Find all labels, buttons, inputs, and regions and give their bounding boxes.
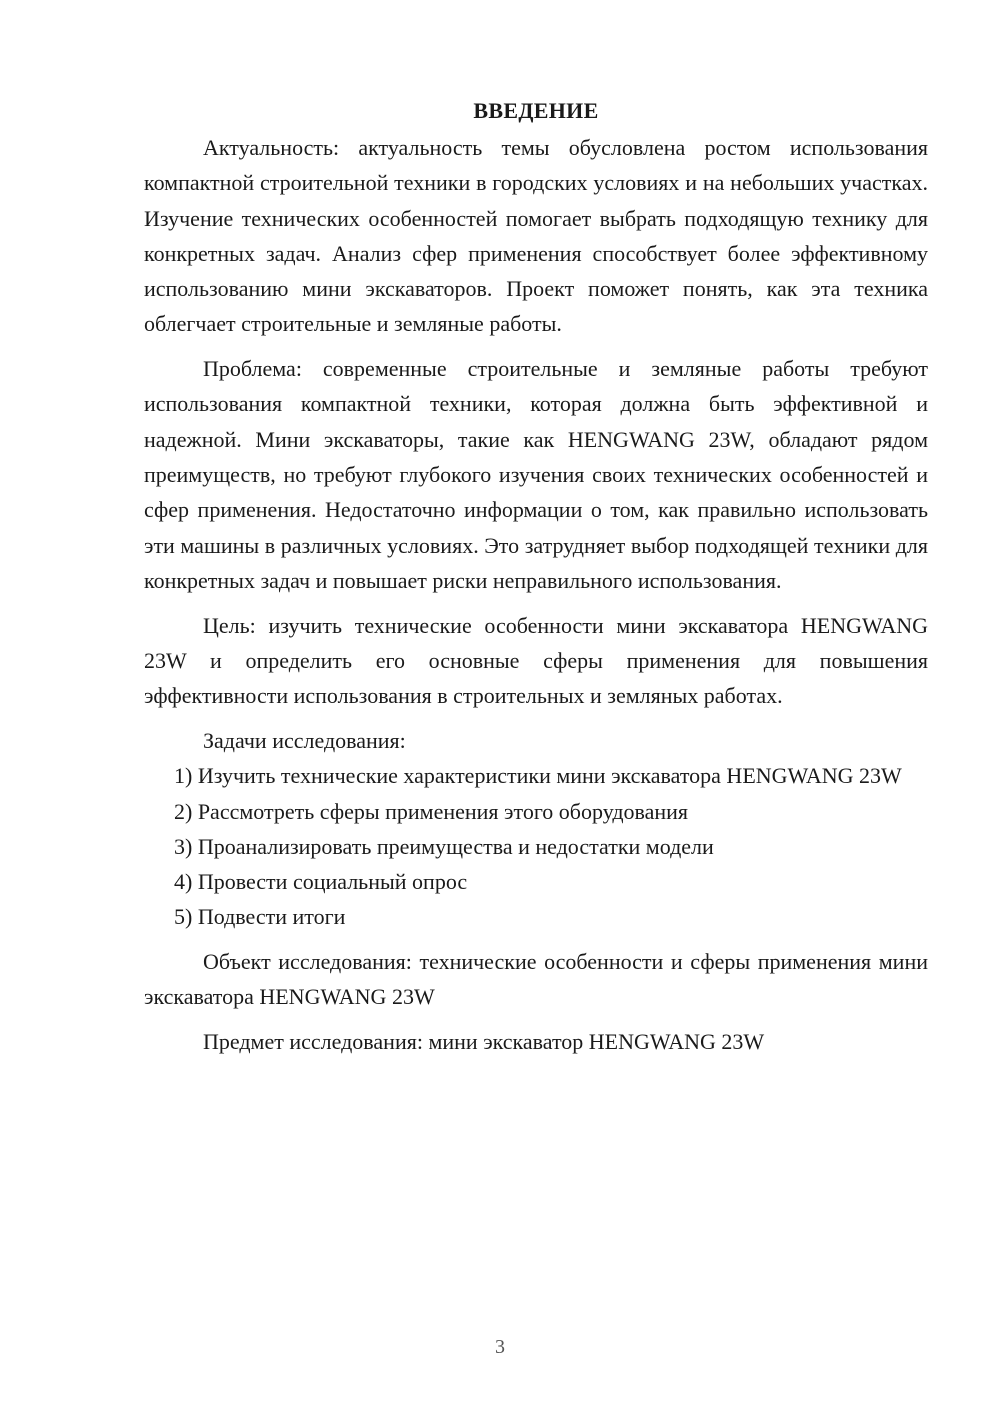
page-title: ВВЕДЕНИЕ [473,98,599,123]
problem-paragraph: Проблема: современные строительные и земляные работы требуют использования компактной техники, которая должна быть эффективной и надежной. Мини экскаваторы, такие как HENGWANG 23W, обладают рядом преимуществ, но требуют глубокого изучения своих технических особенностей и сфер применения. Недостаточно информации о том, как правильно использовать эти машины в различных условиях. Это затрудняет выбор подходящей техники для конкретных задач и повышает риски неправильного использования. [144,356,928,593]
document-page [144,93,928,1059]
subject-paragraph: Предмет исследования: мини экскаватор HENGWANG 23W [203,1029,765,1055]
task-item-5: 5) Подвести итоги [174,904,346,930]
goal-paragraph: Цель: изучить технические особенности мини экскаватора HENGWANG 23W и определить его основные сферы применения для повышения эффективности использования в строительных и земляных работах. [144,612,928,709]
relevance-paragraph: Актуальность: актуальность темы обусловлена ростом использования компактной строительной техники в городских условиях и на небольших участках. Изучение технических особенностей помогает выбрать подходящую технику для конкретных задач. Анализ сфер применения способствует более эффективному использованию мини экскаваторов. Проект поможет понять, как эта техника облегчает строительные и земляные работы. [144,135,928,337]
object-paragraph: Объект исследования: технические особенности и сферы применения мини экскаватора HENGWANG 23W [144,949,928,1010]
task-item-4: 4) Провести социальный опрос [174,869,468,895]
tasks-heading: Задачи исследования: [203,727,406,753]
task-item-1: 1) Изучить технические характеристики мини экскаватора HENGWANG 23W [174,763,902,789]
task-item-3: 3) Проанализировать преимущества и недостатки модели [174,833,714,859]
page-number: 3 [495,1336,505,1358]
task-item-2: 2) Рассмотреть сферы применения этого оборудования [174,798,689,824]
